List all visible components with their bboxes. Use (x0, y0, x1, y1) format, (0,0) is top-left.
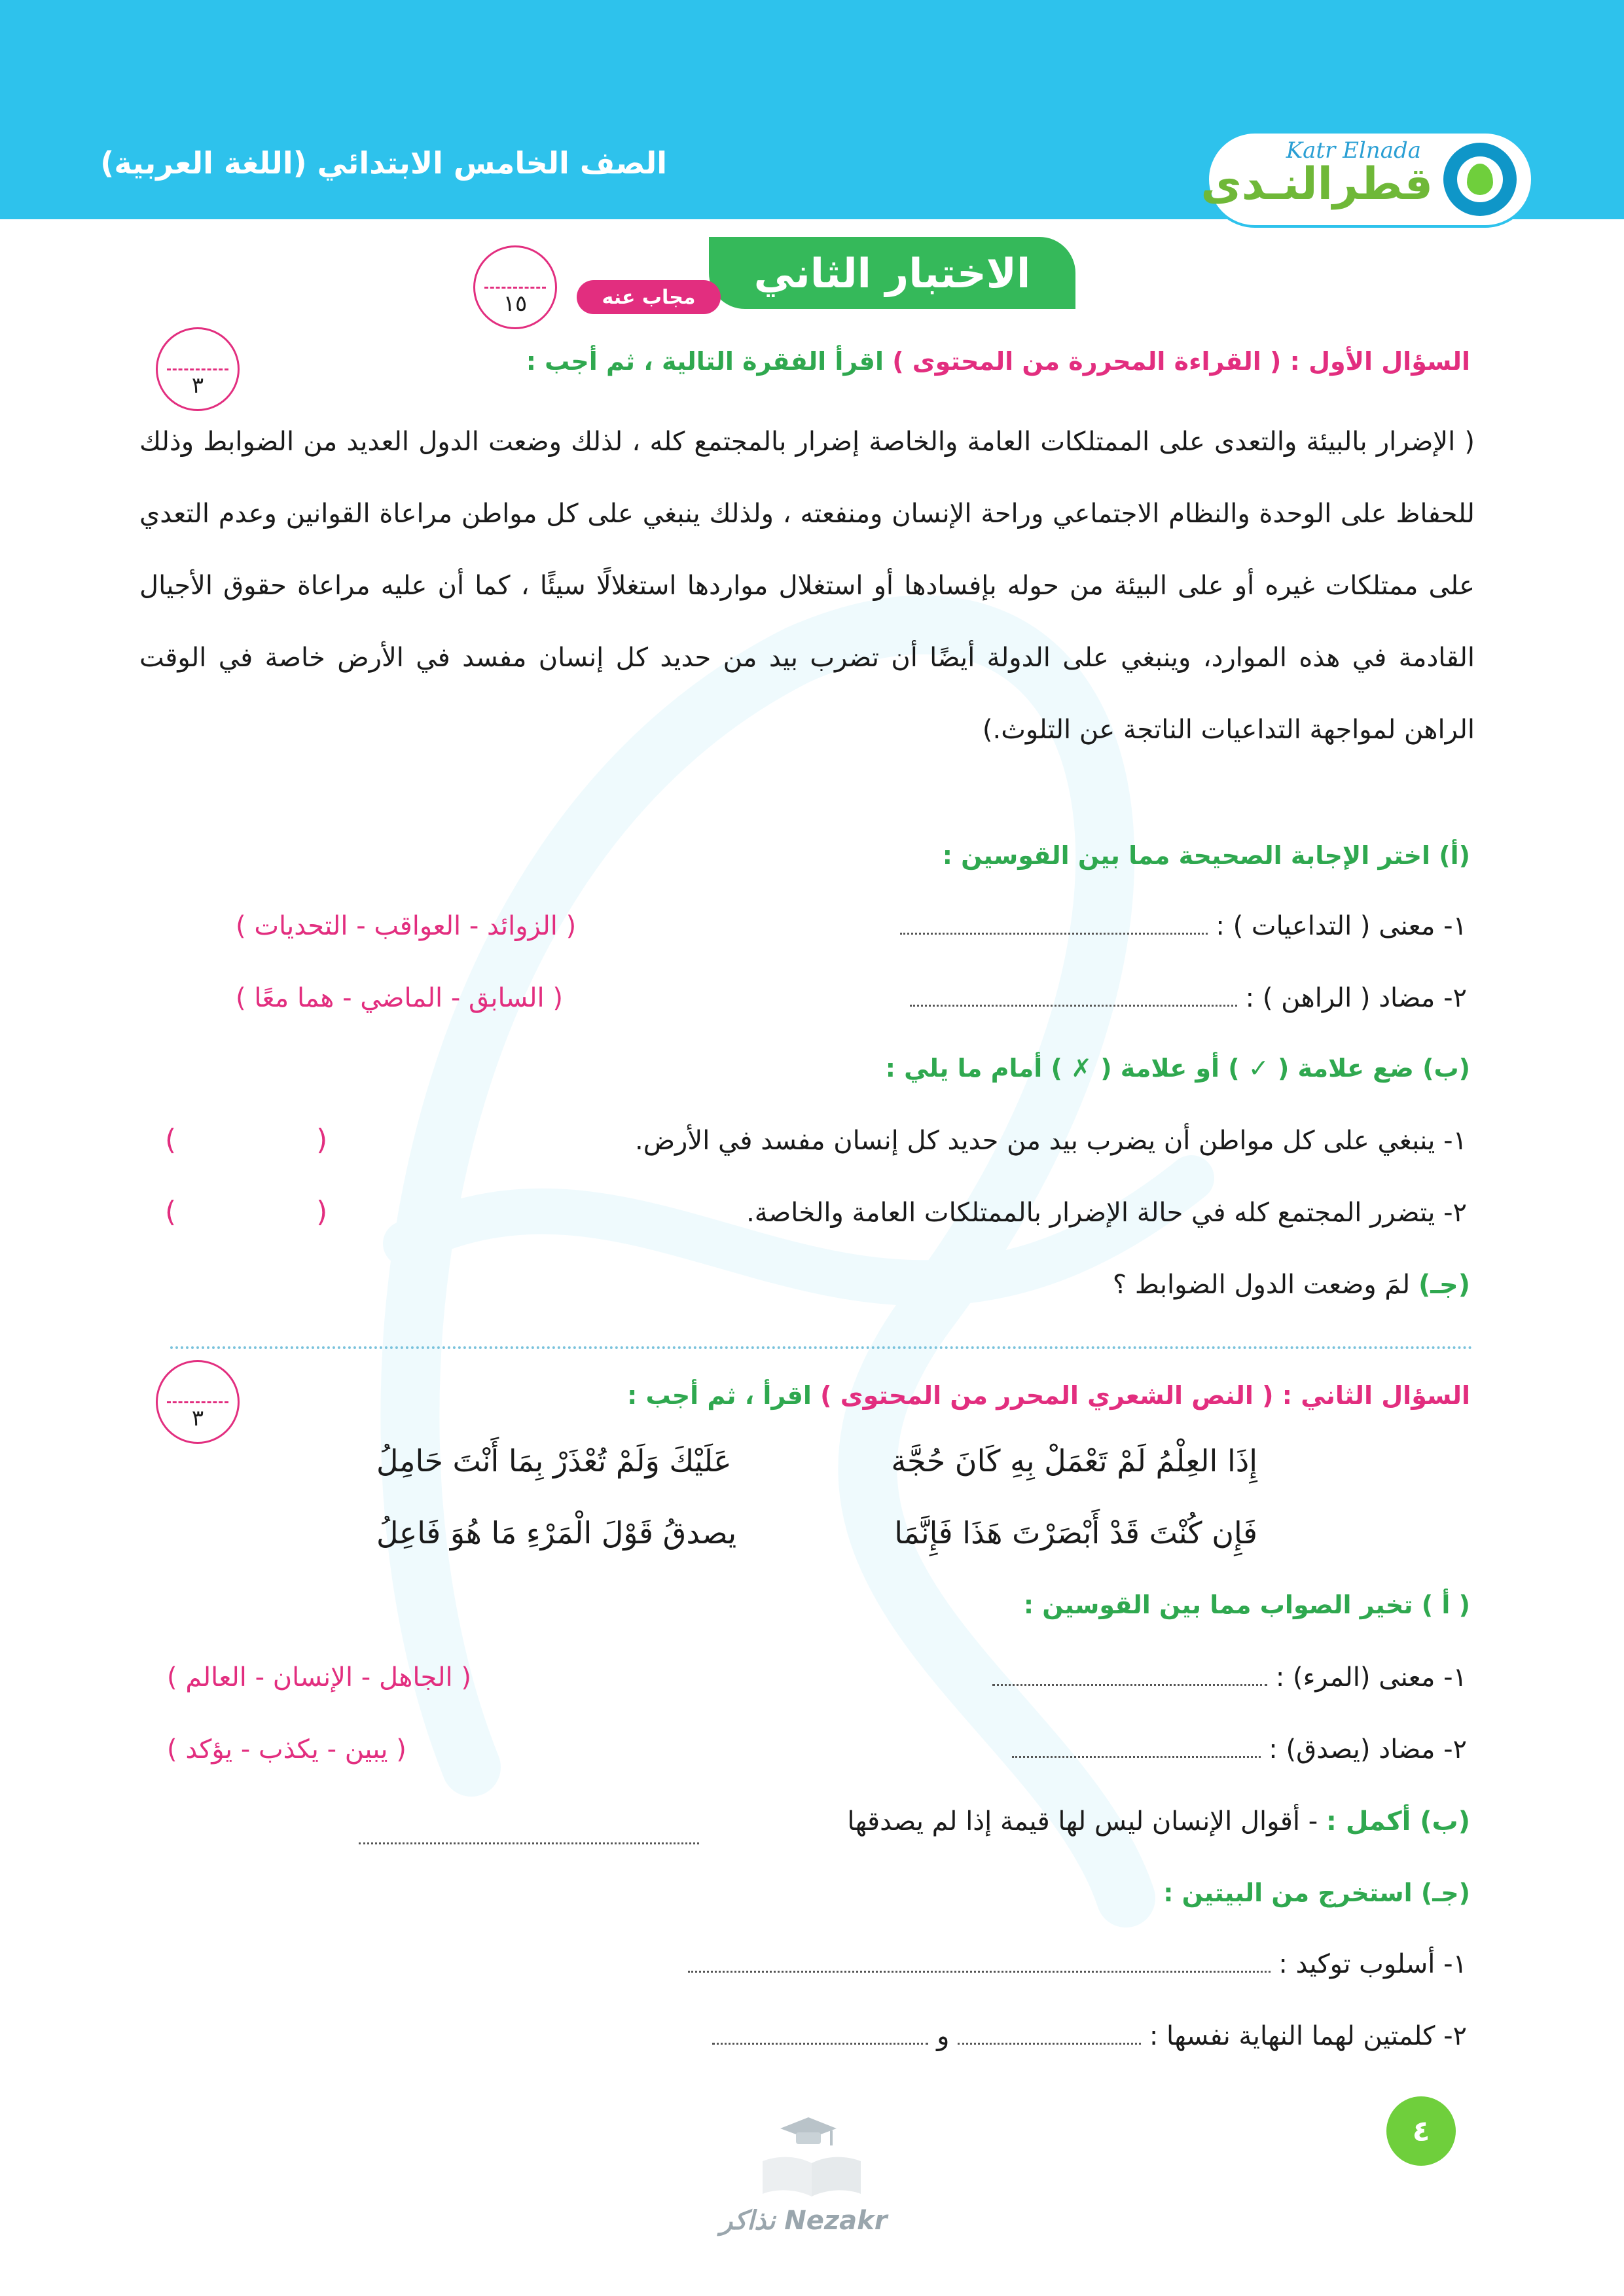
q2-a-item-2 (1012, 1734, 1467, 1765)
q1-part-b-label: (ب) ضع علامة ( ✓ ) أو علامة ( ✗ ) أمام ما يلي : (885, 1054, 1470, 1083)
q2-type: ( النص الشعري المحرر من المحتوى ) (820, 1381, 1274, 1410)
open-book-icon (759, 2153, 864, 2199)
q2-c-item-2-joiner: و (937, 2021, 950, 2051)
logo-english-text: Katr Elnada (1286, 137, 1421, 164)
q2-c-item-1 (688, 1949, 1467, 1979)
q2-c-item-1-text: ١- أسلوب توكيد : (1278, 1949, 1467, 1979)
verse-2-first-half: فَإِن كُنْتَ قَدْ أَبْصَرْتَ هَذَا فَإِنَّمَا (894, 1515, 1257, 1551)
answer-blank[interactable] (958, 2026, 1141, 2045)
q1-b-item-2: ٢- يتضرر المجتمع كله في حالة الإضرار بالممتلكات العامة والخاصة. (746, 1198, 1467, 1228)
q1-instruction: اقرأ الفقرة التالية ، ثم أجب : (526, 347, 884, 376)
q1-a-item-2 (910, 983, 1467, 1013)
q1-part-c-text: لمَ وضعت الدول الضوابط ؟ (1112, 1270, 1411, 1300)
q1-a-item-2-text: ٢- مضاد ( الراهن ) : (1245, 983, 1467, 1013)
logo-arabic-text: قطرالنـدى (1200, 158, 1433, 210)
answer-blank[interactable] (359, 1826, 699, 1844)
q1-b-item-2-mark[interactable]: ( ) (165, 1195, 393, 1229)
answer-blank[interactable] (712, 2026, 928, 2045)
q2-part-c-label: (جـ) استخرج من البيتين : (1163, 1878, 1470, 1907)
q2-heading (627, 1381, 1470, 1410)
q2-c-item-2 (712, 2021, 1467, 2051)
q1-a-item-1-text: ١- معنى ( التداعيات ) : (1216, 911, 1467, 941)
q2-part-b-text: - أقوال الإنسان ليس لها قيمة إذا لم يصدقها (847, 1806, 1318, 1837)
q2-part-b-label: (ب) أكمل : (1326, 1806, 1470, 1837)
brand-logo (1200, 131, 1534, 228)
q2-a-item-2-choices: ( يبين - يكذب - يؤكد ) (167, 1734, 406, 1765)
q1-part-a-label: (أ) اختر الإجابة الصحيحة مما بين القوسين : (942, 841, 1470, 870)
q1-a-item-1 (900, 911, 1467, 941)
q1-a-item-1-choices: ( الزوائد - العواقب - التحديات ) (236, 911, 577, 941)
q1-score-value: ٣ (191, 372, 204, 399)
answer-blank[interactable] (900, 916, 1208, 935)
q2-a-item-1-text: ١- معنى (المرء) : (1275, 1662, 1467, 1693)
graduation-cap-icon (779, 2114, 838, 2153)
q2-a-item-1-choices: ( الجاهل - الإنسان - العالم ) (167, 1662, 471, 1693)
drop-logo-icon (1443, 143, 1517, 216)
exam-title: الاختبار الثاني (709, 237, 1075, 309)
q1-type: ( القراءة المحررة من المحتوى ) (892, 347, 1282, 376)
q2-c-item-2-text: ٢- كلمتين لهما النهاية نفسها : (1149, 2021, 1467, 2051)
q2-score-circle (156, 1360, 240, 1444)
grade-subject-title: الصف الخامس الابتدائي (اللغة العربية) (100, 145, 667, 181)
page-number: ٤ (1386, 2096, 1456, 2166)
q1-a-item-2-choices: ( السابق - الماضي - هما معًا ) (236, 983, 563, 1013)
answered-tag: مجاب عنه (577, 280, 721, 314)
q2-a-item-1 (992, 1662, 1467, 1693)
q2-label: السؤال الثاني : (1282, 1381, 1470, 1410)
verse-2-second-half: يصدقُ قَوْلَ الْمَرْءِ مَا هُوَ فَاعِلُ (376, 1515, 737, 1551)
q1-b-item-1-mark[interactable]: ( ) (165, 1123, 393, 1157)
verse-1-second-half: عَلَيْكَ وَلَمْ تُعْذَرْ بِمَا أَنْتَ حَامِلُ (376, 1443, 732, 1479)
total-score-value: ١٥ (503, 291, 528, 317)
q2-part-b (847, 1806, 1470, 1837)
q2-part-a-label: ( أ ) تخير الصواب مما بين القوسين : (1023, 1590, 1470, 1619)
q2-score-value: ٣ (191, 1405, 204, 1431)
answer-blank[interactable] (910, 988, 1237, 1007)
q2-instruction: اقرأ ، ثم أجب : (627, 1381, 812, 1410)
q1-heading (526, 347, 1470, 376)
footer-watermark: Nezakr نذاكر (720, 2206, 888, 2236)
q1-part-c-label: (جـ) (1418, 1270, 1470, 1300)
total-score-circle (473, 245, 557, 329)
verse-1-first-half: إِذَا العِلْمُ لَمْ تَعْمَلْ بِهِ كَانَ حُجَّة (891, 1443, 1257, 1479)
q1-passage: ( الإضرار بالبيئة والتعدى على الممتلكات العامة والخاصة إضرار بالمجتمع كله ، لذلك وضعت الدول العديد من الضوابط وذلك للحفاظ على الوحدة والنظام الاجتماعي وراحة الإنسان ومنفعته ، ولذلك ينبغي على كل مواطن مراعاة القوانين وعدم التعدي على ممتلكات غيره أو على البيئة من حوله بإفسادها أو استغلال مواردها استغلالًا سيئًا ، كما أن عليه مراعاة حقوق الأجيال القادمة في هذه الموارد، وينبغي على الدولة أيضًا أن تضرب بيد من حديد كل إنسان مفسد في الأرض خاصة في الوقت الراهن لمواجهة التداعيات الناتجة عن التلوث.) (139, 427, 1475, 745)
answer-blank[interactable] (992, 1668, 1267, 1686)
q1-score-circle (156, 327, 240, 411)
q2-a-item-2-text: ٢- مضاد (يصدق) : (1269, 1734, 1467, 1765)
q1-b-item-1: ١- ينبغي على كل مواطن أن يضرب بيد من حديد كل إنسان مفسد في الأرض. (634, 1126, 1467, 1156)
section-divider (170, 1346, 1473, 1349)
answer-blank[interactable] (688, 1954, 1271, 1973)
q1-label: السؤال الأول : (1290, 347, 1470, 376)
answer-blank[interactable] (1012, 1740, 1261, 1758)
q1-part-c (1113, 1270, 1470, 1300)
